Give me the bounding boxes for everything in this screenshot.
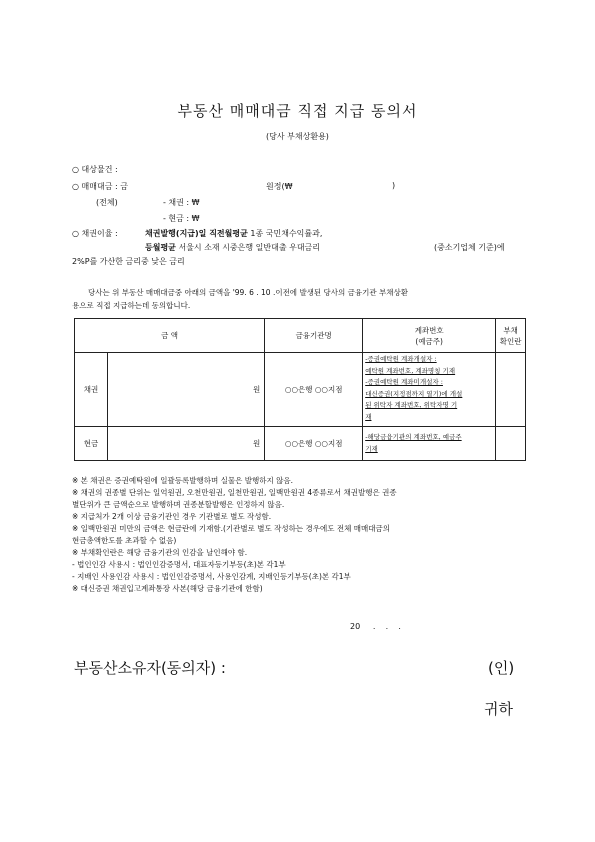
payment-table <box>74 318 526 461</box>
header-debt-sub: 확인란 <box>499 336 522 346</box>
bond-rate-line3: 2%P를 가산한 금리중 낮은 금리 <box>72 257 185 266</box>
sale-price-label: ○ 매매대금 : 금 <box>72 182 128 191</box>
bond-rate-line2 <box>145 242 320 253</box>
note-item: - 지배인 사용인감 사용시 : 법인인감증명서, 사용인감계, 지배인등기부등(초)본 각1부 <box>72 572 351 581</box>
consent-text-line2: 용으로 직접 지급하는데 동의합니다. <box>72 301 191 310</box>
consent-text-line1: 당사는 위 부동산 매매대금중 아래의 금액을 '99. 6 . 10 .이전에 발생된 당사의 금융기관 부채상환 <box>88 288 409 297</box>
bond-rate-note: (중소기업체 기준)에 <box>434 243 505 252</box>
row-debt-check <box>496 427 526 461</box>
notes-list <box>72 475 397 595</box>
cash-amount-label: - 현금 : ₩ <box>163 214 200 223</box>
header-account-sub: (예금주) <box>415 336 443 346</box>
header-debt-title: 부채 <box>503 325 518 335</box>
note-item: ※ 일백만원권 미만의 금액은 현금란에 기재함.(기관별로 별도 작성하는 경우에도 전체 매매대금의 <box>72 524 390 533</box>
bond-rate-label: ○ 채권이율 : <box>72 229 118 238</box>
row-amount: 원 <box>108 353 265 427</box>
bond-rate-line1-rest: 1종 국민채수익률과, <box>247 229 323 238</box>
bond-rate-line2-rest: 서울시 소재 시중은행 일반대출 우대금리 <box>175 243 321 252</box>
account-line: 대신증권(지정점까지 열기)에 개설 <box>365 389 463 398</box>
header-debt-check <box>496 319 526 353</box>
account-line: -증권예탁원 계좌미개설자 : <box>365 378 443 386</box>
target-property-label: ○ 대상물건 : <box>72 165 118 174</box>
note-item: ※ 채권의 권종별 단위는 일억원권, 오천만원권, 일천만원권, 일백만원권 4종류로서 채권발행은 권종 <box>72 488 397 497</box>
row-debt-check <box>496 353 526 427</box>
note-item: ※ 대신증권 채권입고계좌통장 사본(해당 금융기관에 한함) <box>72 584 263 593</box>
account-line: -증권예탁원 계좌개설자 : <box>365 355 437 363</box>
account-line: 기재 <box>365 444 378 453</box>
bond-rate-line2-bold: 등월평균 <box>145 243 176 252</box>
table-row <box>75 427 526 461</box>
note-item: ※ 부채확인란은 해당 금융기관의 인감을 날인해야 함. <box>72 548 248 557</box>
account-line: 예탁원 계좌번호, 계좌명칭 기재 <box>365 366 456 375</box>
seal-label: (인) <box>488 659 515 677</box>
bond-rate-line1-bold: 채권발행(지급)일 직전월평균 <box>145 229 248 238</box>
note-item: 별단위가 큰 금액순으로 발행하며 권종분할발행은 인정하지 않음. <box>72 500 285 509</box>
document-title: 부동산 매매대금 직접 지급 동의서 <box>177 102 418 120</box>
table-row <box>75 353 526 427</box>
owner-label: 부동산소유자(동의자) : <box>74 659 226 677</box>
bond-amount-label: - 채권 : ₩ <box>163 198 200 207</box>
date-line: 20 . . . <box>350 622 401 631</box>
row-institution: ○○은행 ○○지점 <box>265 353 363 427</box>
header-account-title: 계좌번호 <box>414 325 444 335</box>
note-item: ※ 지급처가 2개 이상 금융기관인 경우 기관별로 별도 작성함. <box>72 512 272 521</box>
header-institution: 금융기관명 <box>265 319 363 353</box>
sale-price-close: ) <box>392 181 396 190</box>
row-type: 현금 <box>75 427 108 461</box>
note-item: ※ 본 채권은 증권예탁원에 일괄등록발행하며 실물은 발행하지 않음. <box>72 476 293 485</box>
bond-rate-line1 <box>145 228 322 239</box>
header-amount: 금 액 <box>75 319 265 353</box>
sale-price-won-label: 원정(₩ <box>266 182 293 191</box>
header-account <box>363 319 496 353</box>
row-amount: 원 <box>108 427 265 461</box>
recipient-label: 귀하 <box>484 700 513 718</box>
account-line: -해당금융기관의 계좌번호, 예금주 <box>365 433 462 441</box>
row-account <box>363 427 496 461</box>
account-line: 된 위탁자 계좌번호, 위탁자명 기 <box>365 401 458 409</box>
row-account <box>363 353 496 427</box>
row-institution: ○○은행 ○○지점 <box>265 427 363 461</box>
note-item: 현금총액한도를 초과할 수 없음) <box>72 536 177 545</box>
note-item: - 법인인감 사용시 : 법인인감증명서, 대표자등기부등(초)본 각1부 <box>72 560 286 569</box>
account-line: 재 <box>365 412 372 421</box>
table-header-row <box>75 319 526 353</box>
total-label: (전체) <box>96 198 118 207</box>
row-type: 채권 <box>75 353 108 427</box>
document-subtitle: (당사 부채상환용) <box>266 132 329 141</box>
